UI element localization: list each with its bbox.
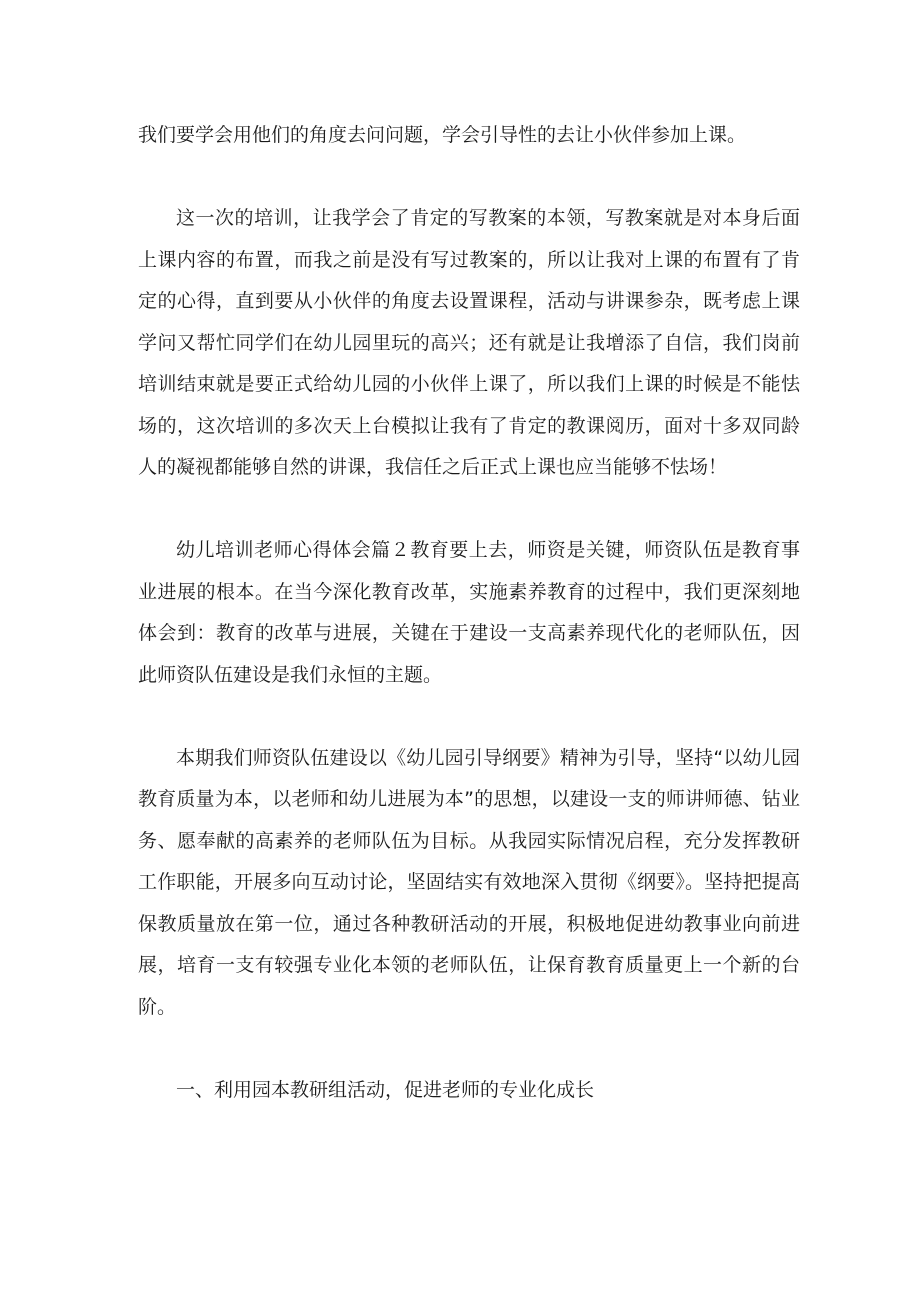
- section-heading: 一、利用园本教研组活动，促进老师的专业化成长: [176, 1078, 595, 1101]
- paragraph-training-reflection: 这一次的培训，让我学会了肯定的写教案的本领，写教案就是对本身后面上课内容的布置，而我之前是没有写过教案的，所以让我对上课的布置有了肯定的心得，直到要从小伙伴的角度去设置课程，活动与讲课参杂，既考虑上课学问又帮忙同学们在幼儿园里玩的高兴；还有就是让我增添了自信，我们岗前培训结束就是要正式给幼儿园的小伙伴上课了，所以我们上课的时候是不能怯场的，这次培训的多次天上台模拟让我有了肯定的教课阅历，面对十多双同龄人的凝视都能够自然的讲课，我信任之后正式上课也应当能够不怯场！: [138, 207, 800, 478]
- paragraph-article-2-intro: 幼儿培训老师心得体会篇２教育要上去，师资是关键，师资队伍是教育事业进展的根本。在当今深化教育改革，实施素养教育的过程中，我们更深刻地体会到：教育的改革与进展，关键在于建设一支高素养现代化的老师队伍，因此师资队伍建设是我们永恒的主题。: [138, 539, 800, 686]
- paragraph-staff-building: 本期我们师资队伍建设以《幼儿园引导纲要》精神为引导，坚持“以幼儿园教育质量为本，以老师和幼儿进展为本”的思想，以建设一支的师讲师德、钻业务、愿奉献的高素养的老师队伍为目标。从我园实际情况启程，充分发挥教研工作职能，开展多向互动讨论，坚固结实有效地深入贯彻《纲要》。坚持把提高保教质量放在第一位，通过各种教研活动的开展，积极地促进幼教事业向前进展，培育一支有较强专业化本领的老师队伍，让保育教育质量更上一个新的台阶。: [138, 746, 800, 1018]
- paragraph-continuation: 我们要学会用他们的角度去问问题，学会引导性的去让小伙伴参加上课。: [138, 124, 747, 146]
- document-body: [138, 115, 800, 1111]
